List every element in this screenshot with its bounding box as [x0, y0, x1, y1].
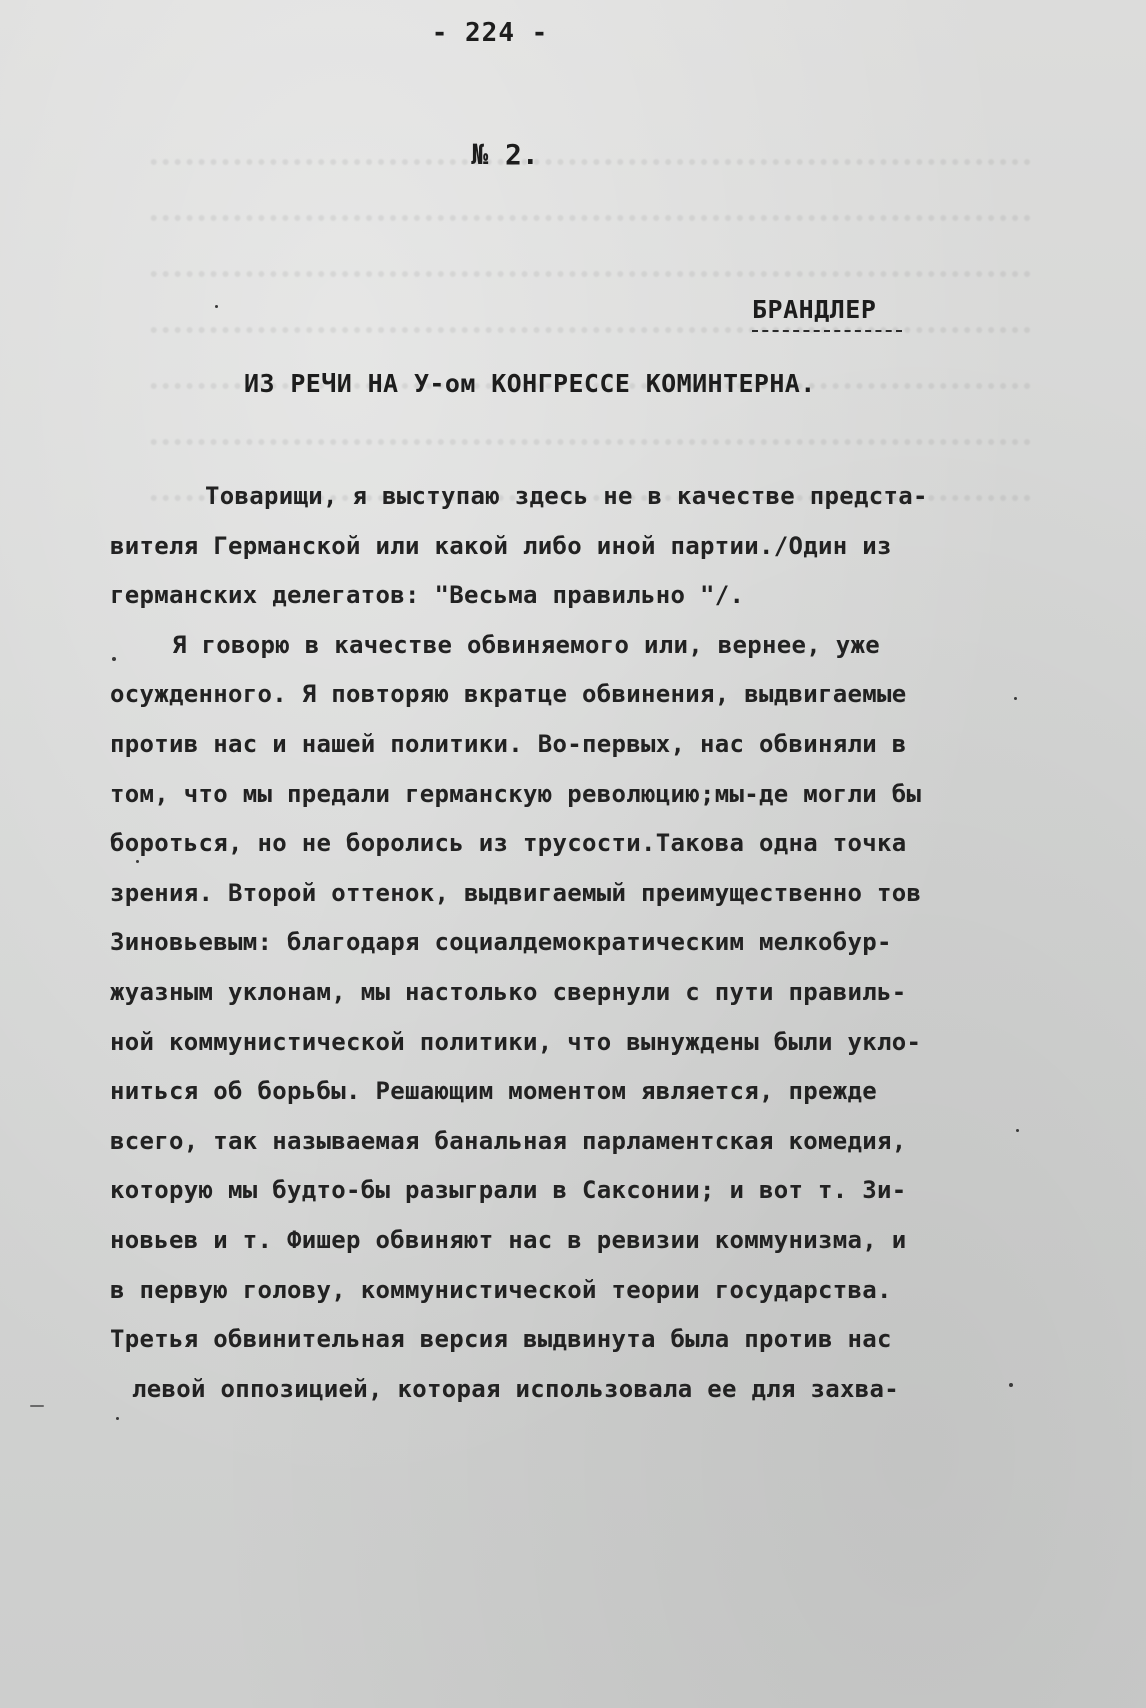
body-line: в первую голову, коммунистической теории государства. — [110, 1275, 892, 1304]
body-line: всего, так называемая банальная парламентская комедия, — [110, 1126, 907, 1155]
speech-body — [110, 472, 1030, 1414]
body-line: новьев и т. Фишер обвиняют нас в ревизии коммунизма, и — [110, 1225, 907, 1254]
body-line: левой оппозицией, которая использовала ее для захва- — [132, 1374, 899, 1403]
body-line: том, что мы предали германскую революцию;мы-де могли бы — [110, 779, 922, 808]
body-line: Третья обвинительная версия выдвинута была против нас — [110, 1325, 892, 1354]
body-line: жуазным уклонам, мы настолько свернули с пути правиль- — [110, 977, 907, 1006]
body-line: Зиновьевым: благодаря социалдемократическим мелкобур- — [110, 928, 892, 957]
body-line: германских делегатов: "Весьма правильно "/. — [110, 581, 745, 610]
body-line: зрения. Второй оттенок, выдвигаемый преимущественно тов — [110, 878, 922, 907]
author-name: БРАНДЛЕР — [752, 295, 877, 324]
body-line: ниться об борьбы. Решающим моментом является, прежде — [110, 1077, 877, 1106]
body-line: осужденного. Я повторяю вкратце обвинения, выдвигаемые — [110, 680, 907, 709]
body-line: которую мы будто-бы разыграли в Саксонии; и вот т. Зи- — [110, 1176, 907, 1205]
body-line: Я говорю в качестве обвиняемого или, вернее, уже — [172, 630, 880, 659]
body-line: Товарищи, я выступаю здесь не в качестве предста- — [205, 482, 928, 510]
body-line: бороться, но не боролись из трусости.Такова одна точка — [110, 829, 907, 858]
document-number: № 2. — [471, 138, 539, 171]
body-line: вителя Германской или какой либо иной партии./Один из — [110, 531, 892, 560]
author-underline — [752, 330, 902, 332]
reverse-side-bleed-through — [150, 115, 1030, 515]
page-number: - 224 - — [431, 18, 549, 48]
body-line: ной коммунистической политики, что вынуждены были укло- — [110, 1027, 922, 1056]
body-line: против нас и нашей политики. Во-первых, нас обвиняли в — [110, 729, 907, 758]
speech-title: ИЗ РЕЧИ НА У-ом КОНГРЕССЕ КОМИНТЕРНА. — [244, 369, 816, 398]
